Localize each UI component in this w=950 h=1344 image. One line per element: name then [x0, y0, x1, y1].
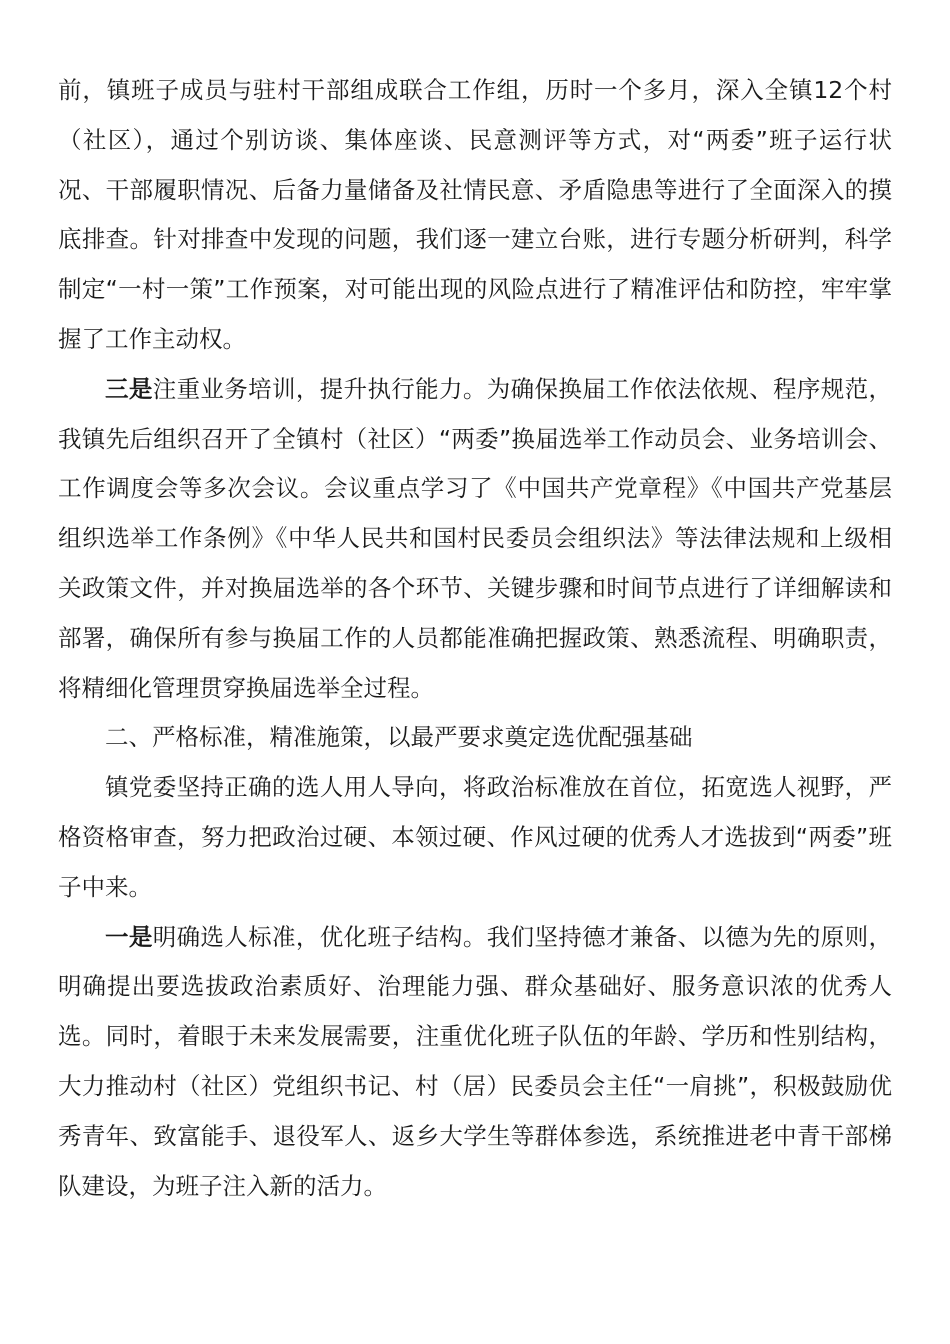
paragraph-text: 镇党委坚持正确的选人用人导向，将政治标准放在首位，拓宽选人视野，严格资格审查，努力把政治过硬、本领过硬、作风过硬的优秀人才选拔到“两委”班子中来。 — [58, 773, 892, 901]
paragraph-intro — [58, 763, 892, 912]
paragraph-item-one — [58, 913, 892, 1212]
paragraph-continuation — [58, 66, 892, 365]
paragraph-item-three — [58, 365, 892, 714]
paragraph-text: 注重业务培训，提升执行能力。为确保换届工作依法依规、程序规范，我镇先后组织召开了全镇村（社区）“两委”换届选举工作动员会、业务培训会、工作调度会等多次会议。会议重点学习了《中国共产党章程》《中国共产党基层组织选举工作条例》《中华人民共和国村民委员会组织法》等法律法规和上级相关政策文件，并对换届选举的各个环节、关键步骤和时间节点进行了详细解读和部署，确保所有参与换届工作的人员都能准确把握政策、熟悉流程、明确职责，将精细化管理贯穿换届选举全过程。 — [58, 374, 892, 702]
paragraph-lead: 一是 — [105, 922, 153, 951]
paragraph-text: 明确选人标准，优化班子结构。我们坚持德才兼备、以德为先的原则，明确提出要选拔政治素质好、治理能力强、群众基础好、服务意识浓的优秀人选。同时，着眼于未来发展需要，注重优化班子队伍的年龄、学历和性别结构，大力推动村（社区）党组织书记、村（居）民委员会主任“一肩挑”，积极鼓励优秀青年、致富能手、退役军人、返乡大学生等群体参选，系统推进老中青干部梯队建设，为班子注入新的活力。 — [58, 922, 892, 1200]
document-body — [58, 66, 892, 1211]
paragraph-lead: 三是 — [105, 374, 153, 403]
paragraph-text: 前，镇班子成员与驻村干部组成联合工作组，历时一个多月，深入全镇12个村（社区），通过个别访谈、集体座谈、民意测评等方式，对“两委”班子运行状况、干部履职情况、后备力量储备及社情民意、矛盾隐患等进行了全面深入的摸底排查。针对排查中发现的问题，我们逐一建立台账，进行专题分析研判，科学制定“一村一策”工作预案，对可能出现的风险点进行了精准评估和防控，牢牢掌握了工作主动权。 — [58, 76, 892, 353]
section-heading-text: 二、严格标准，精准施策，以最严要求奠定选优配强基础 — [105, 723, 693, 752]
section-heading — [58, 713, 892, 763]
